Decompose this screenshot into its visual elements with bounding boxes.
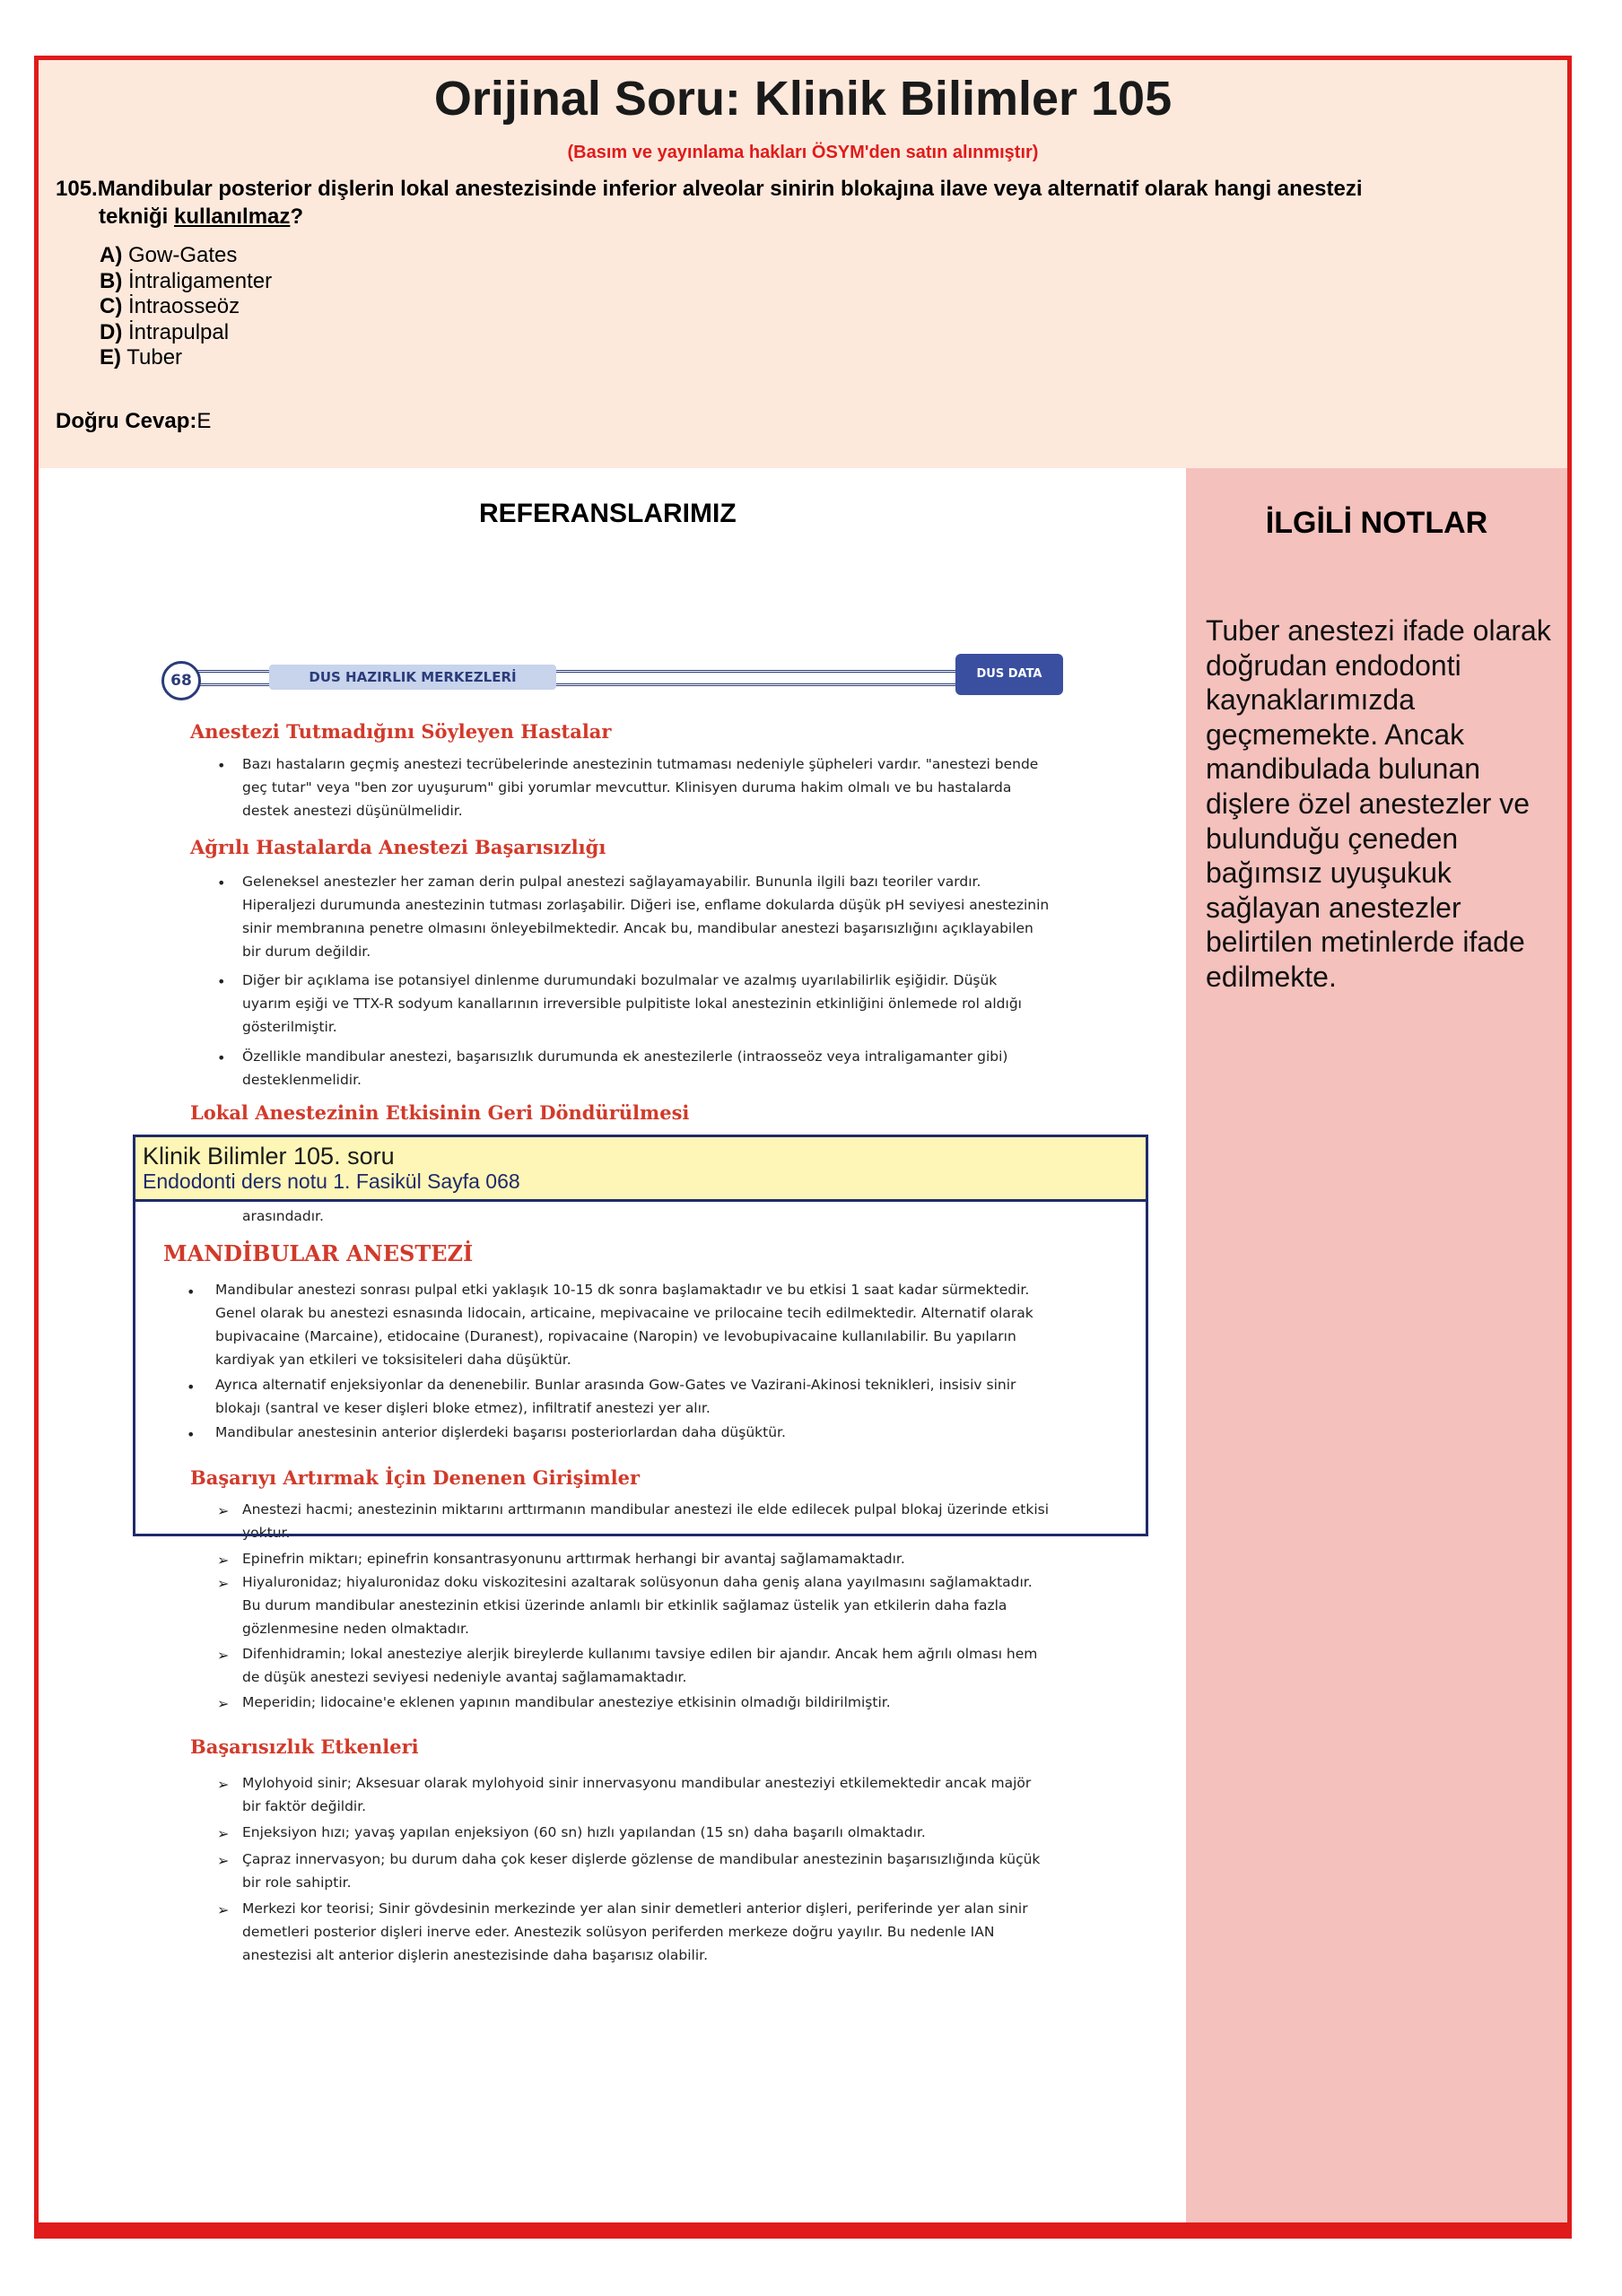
copyright-note: (Basım ve yayınlama hakları ÖSYM'den satın alınmıştır) — [567, 143, 1039, 162]
bullet-icon: ➢ — [217, 1852, 230, 1869]
bullet-icon: ➢ — [217, 1901, 230, 1918]
paragraph: Mylohyoid sinir; Aksesuar olarak mylohyoid sinir innervasyonu mandibular anesteziyi etkilemektedir ancak majör bir faktör değildir. — [242, 1775, 1032, 1814]
bullet-icon: • — [187, 1378, 196, 1396]
question-title: Orijinal Soru: Klinik Bilimler 105 — [433, 72, 1173, 126]
bullet-icon: ➢ — [217, 1552, 230, 1569]
paragraph: Anestezi hacmi; anestezinin miktarını arttırmanın mandibular anestezi ile elde edilecek pulpal blokaj üzerinde etkisi yoktur. — [242, 1501, 1050, 1541]
option-b: B) İntraligamenter — [100, 268, 273, 293]
paragraph: Geleneksel anestezler her zaman derin pulpal anestezi sağlayamayabilir. Bununla ilgili bazı teoriler vardır. Hiperaljezi durumunda anestezinin tutması zorlaşabilir. Diğeri ise, enflame dokularda düşük pH seviyesi anestezinin sinir membranına penetre olmasını önleyebilmektedir. Ancak bu, mandibular anestezi başarısızlığını açıklayabilen bir durum değildir. — [242, 874, 1050, 960]
option-c: C) İntraosseöz — [100, 294, 240, 318]
question-text — [56, 175, 1527, 230]
paragraph: Hiyaluronidaz; hiyaluronidaz doku viskozitesini azaltarak solüsyonun daha geniş alana yayılmasını sağlamaktadır. Bu durum mandibular anestezinin etkisi üzerinde anlamlı bir etkinlik sağlamaz üstelik yan etkilerin daha fazla gözlenmesine neden olmaktadır. — [242, 1574, 1033, 1637]
section-heading: Lokal Anestezinin Etkisinin Geri Döndürülmesi — [190, 1101, 690, 1124]
bullet-icon: • — [217, 874, 226, 891]
paragraph: arasındadır. — [242, 1208, 324, 1224]
bullet-icon: • — [217, 973, 226, 990]
question-text-part1: Mandibular posterior dişlerin lokal anestezisinde inferior alveolar sinirin blokajına ilave veya alternatif olarak hangi anestezi — [97, 177, 1363, 201]
paragraph: Özellikle mandibular anestezi, başarısızlık durumunda ek anestezilerle (intraosseöz veya intraligamanter gibi) desteklenmelidir. — [242, 1048, 1008, 1088]
paragraph: Meperidin; lidocaine'e eklenen yapının mandibular anesteziye etkisinin olmadığı bildirilmiştir. — [242, 1694, 891, 1710]
paragraph: Epinefrin miktarı; epinefrin konsantrasyonunu arttırmak herhangi bir avantaj sağlamamaktadır. — [242, 1551, 905, 1567]
bottom-bar — [34, 2222, 1572, 2239]
bullet-icon: ➢ — [217, 1825, 230, 1842]
references-title: REFERANSLARIMIZ — [479, 499, 737, 528]
question-text-part2: tekniği — [99, 204, 169, 229]
question-panel — [39, 60, 1567, 468]
bullet-icon: • — [217, 1049, 226, 1066]
notes-title: İLGİLİ NOTLAR — [1265, 506, 1488, 540]
paragraph: Merkezi kor teorisi; Sinir gövdesinin merkezinde yer alan sinir demetleri anterior dişleri, periferinde yer alan sinir demetleri posterior dişleri inerve eder. Anestezik solüsyon periferden merkeze doğru yayılır. Bu nedenle IAN anestezisi alt anterior dişlerin anestezisinde daha başarısız olabilir. — [242, 1900, 1028, 1963]
section-heading: Ağrılı Hastalarda Anestezi Başarısızlığı — [190, 836, 606, 858]
reference-question: Klinik Bilimler 105. soru — [143, 1143, 395, 1170]
paragraph: Enjeksiyon hızı; yavaş yapılan enjeksiyon (60 sn) hızlı yapılandan (15 sn) daha başarılı olmaktadır. — [242, 1824, 926, 1840]
options-list — [100, 243, 272, 371]
reference-highlight-box — [133, 1135, 1148, 1536]
question-text-end: ? — [290, 204, 304, 229]
header-band: DUS HAZIRLIK MERKEZLERİ — [269, 665, 556, 690]
bullet-icon: ➢ — [217, 1502, 230, 1519]
bullet-icon: ➢ — [217, 1647, 230, 1664]
section-heading: Başarıyı Artırmak İçin Denenen Girişimler — [190, 1466, 641, 1489]
question-keyword: kullanılmaz — [174, 204, 291, 229]
reference-source: Endodonti ders notu 1. Fasikül Sayfa 068 — [143, 1170, 520, 1193]
notes-text: Tuber anestezi ifade olarak doğrudan endodonti kaynaklarımızda geçmemekte. Ancak mandibulada bulunan dişlere özel anestezler ve bulunduğu çeneden bağımsız uyuşukuk sağlayan anestezler belirtilen metinlerde ifade edilmekte. — [1206, 614, 1551, 993]
bullet-icon: • — [217, 757, 226, 774]
bullet-icon: ➢ — [217, 1575, 230, 1592]
notes-panel — [1186, 468, 1567, 2222]
paragraph: Bazı hastaların geçmiş anestezi tecrübelerinde anestezinin tutmaması nedeniyle şüpheleri vardır. "anestezi bende geç tutar" veya "ben zor uyuşurum" gibi yorumlar mevcuttur. Klinisyen duruma hakim olmalı ve bu hastalarda destek anestezi düşünülmelidir. — [242, 756, 1039, 819]
section-heading: Başarısızlık Etkenleri — [190, 1735, 419, 1758]
paragraph: Ayrıca alternatif enjeksiyonlar da denenebilir. Bunlar arasında Gow-Gates ve Vazirani-Akinosi teknikleri, insisiv sinir blokajı (santral ve keser dişleri bloke etmez), infiltratif anestezi yer alır. — [215, 1377, 1016, 1416]
option-d: D) İntrapulpal — [100, 319, 230, 344]
paragraph: Mandibular anestezi sonrası pulpal etki yaklaşık 10-15 dk sonra başlamaktadır ve bu etkisi 1 saat kadar sürmektedir. Genel olarak bu anestezi esnasında lidocain, articaine, mepivacaine ve prilocaine tecih edilmektedir. Alternatif olarak bupivacaine (Marcaine), etidocaine (Duranest), ropivacaine (Naropin) ve levobupivacaine kullanılabilir. Bu yapıların kardiyak yan etkileri ve toksisiteleri daha düşüktür. — [215, 1282, 1033, 1368]
question-number: 105. — [56, 177, 98, 201]
bullet-icon: • — [187, 1283, 196, 1300]
paragraph: Mandibular anestesinin anterior dişlerdeki başarısı posteriorlardan daha düşüktür. — [215, 1424, 786, 1440]
paragraph: Difenhidramin; lokal anesteziye alerjik bireylerde kullanımı tavsiye edilen bir ajandır. Ancak hem ağrılı olması hem de düşük anestezi seviyesi nedeniyle avantaj sağlamamaktadır. — [242, 1646, 1038, 1685]
section-heading: Anestezi Tutmadığını Söyleyen Hastalar — [190, 720, 612, 743]
bullet-icon: • — [187, 1426, 196, 1443]
bullet-icon: ➢ — [217, 1695, 230, 1712]
correct-answer: Doğru Cevap:E — [56, 409, 212, 433]
option-e: E) Tuber — [100, 345, 183, 370]
paragraph: Diğer bir açıklama ise potansiyel dinlenme durumundaki bozulmalar ve azalmış uyarılabilirlik eşiğidir. Düşük uyarım eşiği ve TTX-R sodyum kanallarının irreversible pulpitiste lokal anestezinin etkinliğini önlemede rol aldığı gösterilmiştir. — [242, 972, 1022, 1035]
bullet-icon: ➢ — [217, 1776, 230, 1793]
reference-label — [135, 1137, 1146, 1202]
page-number-badge: 68 — [161, 661, 201, 700]
section-heading: MANDİBULAR ANESTEZİ — [163, 1240, 474, 1266]
paragraph: Çapraz innervasyon; bu durum daha çok keser dişlerde gözlense de mandibular anestezinin başarısızlığında küçük bir role sahiptir. — [242, 1851, 1041, 1891]
option-a: A) Gow-Gates — [100, 243, 238, 267]
dus-data-logo: DUS DATA — [955, 654, 1063, 695]
